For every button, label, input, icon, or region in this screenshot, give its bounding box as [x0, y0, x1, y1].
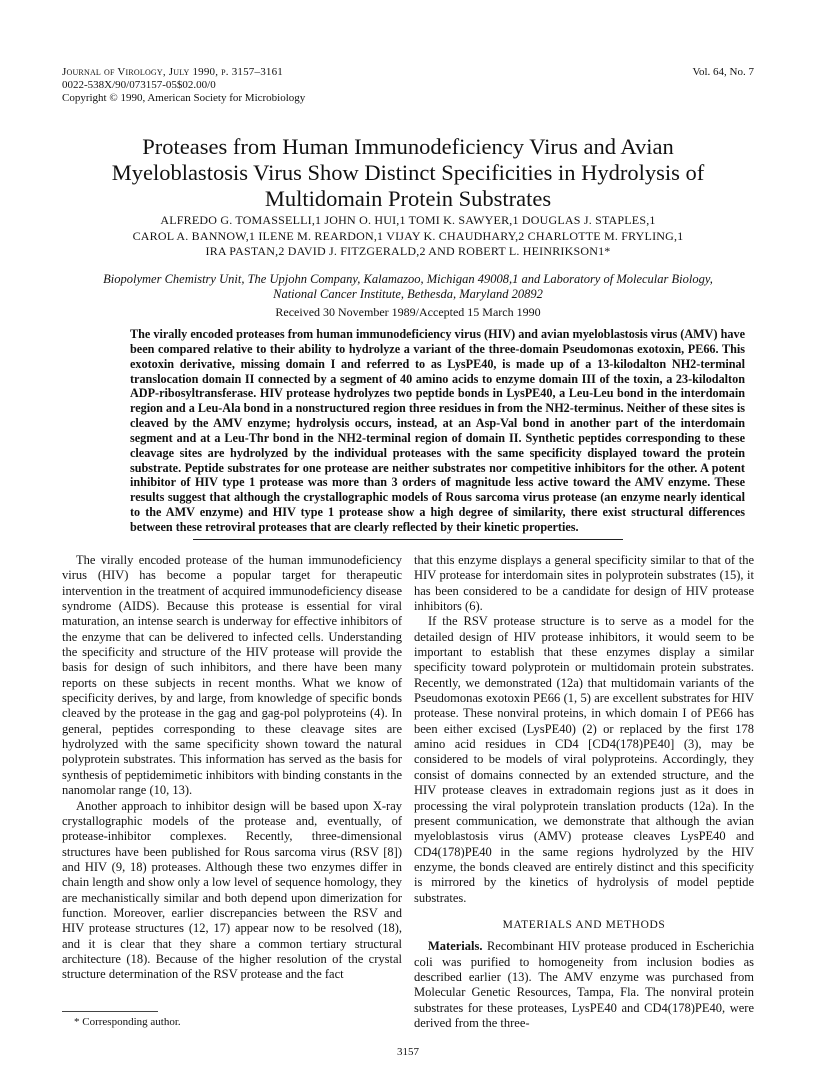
body-paragraph	[414, 939, 754, 1031]
body-paragraph: that this enzyme displays a general specificity similar to that of the HIV protease for interdomain sites in polyprotein substrates (15), it has been considered to be a candidate for design of HIV protease inhibitors (6).	[414, 553, 754, 614]
abstract: The virally encoded proteases from human immunodeficiency virus (HIV) and avian myeloblastosis virus (AMV) have been compared relative to their ability to hydrolyze a variant of the three-domain Pseudomonas exotoxin, PE66. This exotoxin derivative, missing domain I and referred to as LysPE40, is made up of a 13-kilodalton NH2-terminal translocation domain II connected by a segment of 40 amino acids to enzyme domain III of the toxin, a 23-kilodalton ADP-ribosyltransferase. HIV protease hydrolyzes two peptide bonds in LysPE40, a Leu-Leu bond in the interdomain region and a Leu-Ala bond in a nonstructured region three residues in from the NH2-terminus. Neither of these sites is cleaved by the AMV enzyme; hydrolysis occurs, instead, at an Asp-Val bond in another part of the interdomain segment and at a Leu-Thr bond in the NH2-terminal region of domain II. Synthetic peptides corresponding to these cleavage sites are hydrolyzed by the individual proteases with the same specificity displayed toward the protein substrate. Peptide substrates for one protease are neither substrates nor competitive inhibitors for the other. A potent inhibitor of HIV type 1 protease was more than 3 orders of magnitude less active toward the AMV enzyme. These results suggest that although the crystallographic models of Rous sarcoma virus protease (an enzyme nearly identical to the AMV enzyme) and HIV type 1 protease show a high degree of similarity, there exist structural differences between these retroviral proteases that are clearly reflected by their kinetic properties.	[130, 327, 745, 534]
body-paragraph: The virally encoded protease of the human immunodeficiency virus (HIV) has become a popular target for therapeutic intervention in the treatment of acquired immunodeficiency disease syndrome (AIDS). Because this protease is essential for viral maturation, an intense search is underway for effective inhibitors of the enzyme that can be delivered to infected cells. Understanding the specificity and structure of the HIV protease will provide the basis for design of such inhibitors, and there have been many reports on these subjects in recent months. What we know of specificity derives, by and large, from knowledge of specific bonds cleaved by the protease in the gag and gag-pol polyproteins (4). In general, peptides corresponding to these cleavage sites are hydrolyzed with the same specificity shown toward the natural polyprotein substrates. This information has served as the basis for synthesis of peptidemimetic inhibitors with binding constants in the nanomolar range (10, 13).	[62, 553, 402, 798]
body-paragraph: If the RSV protease structure is to serve as a model for the detailed design of HIV protease inhibitors, it would seem to be important to establish that these enzymes display a similar specificity toward polyprotein or multidomain protein substrates. Recently, we demonstrated (12a) that multidomain variants of the Pseudomonas exotoxin PE66 (1, 5) are excellent substrates for HIV protease. These nonviral proteins, in which domain I of PE66 has been either excised (LysPE40) (2) or replaced by the first 178 amino acid residues in CD4 [CD4(178)PE40] (3), may be considered to be models of viral polyproteins. Accordingly, they consist of domains connected by an extended structure, and the HIV protease cleaves in extradomain regions just as it does in processing the viral polyprotein translation products (12a). In the present communication, we demonstrate that although the avian myeloblastosis virus (AMV) protease cleaves LysPE40 and CD4(178)PE40 in the same regions hydrolyzed by the HIV enzyme, the bonds cleaved are entirely distinct and this specificity is mirrored by the kinetics of hydrolysis of model peptide substrates.	[414, 614, 754, 905]
footnote-divider	[62, 1011, 158, 1012]
author-line: ALFREDO G. TOMASSELLI,1 JOHN O. HUI,1 TOMI K. SAWYER,1 DOUGLAS J. STAPLES,1	[160, 213, 656, 227]
journal-issn: 0022-538X/90/073157-05$02.00/0	[62, 79, 216, 91]
author-list	[70, 213, 746, 260]
journal-citation: Journal of Virology, July 1990, p. 3157–3161	[62, 66, 284, 78]
article-title: Proteases from Human Immunodeficiency Virus and Avian Myeloblastosis Virus Show Distinct Specificities in Hydrolysis of Multidomain Protein Substrates	[111, 134, 705, 211]
journal-header	[62, 66, 305, 105]
journal-volume: Vol. 64, No. 7	[692, 66, 754, 78]
affiliation-line: Biopolymer Chemistry Unit, The Upjohn Company, Kalamazoo, Michigan 49008,1 and Laboratory of Molecular Biology,	[103, 272, 713, 286]
runin-heading: Materials.	[428, 939, 483, 954]
affiliation-line: National Cancer Institute, Bethesda, Maryland 20892	[273, 287, 543, 301]
abstract-divider	[193, 539, 623, 540]
footnote: * Corresponding author.	[74, 1016, 181, 1028]
page-number: 3157	[397, 1046, 419, 1058]
journal-copyright: Copyright © 1990, American Society for Microbiology	[62, 92, 306, 104]
received-dates: Received 30 November 1989/Accepted 15 March 1990	[275, 305, 541, 319]
paragraph-text: Recombinant HIV protease produced in Escherichia coli was purified to homogeneity from inclusion bodies as described earlier (13). The AMV enzyme was purchased from Molecular Genetic Resources, Tampa, Fla. The nonviral protein substrates for these proteases, LysPE40 and CD4(178)PE40, were derived from the three-	[414, 939, 754, 1030]
affiliations	[40, 272, 776, 302]
section-heading: MATERIALS AND METHODS	[502, 918, 666, 931]
body-paragraph: Another approach to inhibitor design will be based upon X-ray crystallographic models of the protease and, eventually, of protease-inhibitor complexes. Recently, three-dimensional structures have been published for Rous sarcoma virus (RSV [8]) and HIV (9, 18) proteases. Although these two enzymes differ in chain length and show only a low level of sequence homology, they are mechanistically similar and both depend upon dimerization for function. Moreover, earlier discrepancies between the RSV and HIV protease structures (12, 17) appear now to be resolved (18), and it is clear that they share a common tertiary structural architecture (18). Because of the higher resolution of the crystal structure determination of the RSV protease and the fact	[62, 798, 402, 982]
author-line: IRA PASTAN,2 DAVID J. FITZGERALD,2 AND ROBERT L. HEINRIKSON1*	[205, 244, 611, 258]
right-column	[414, 553, 754, 1031]
author-line: CAROL A. BANNOW,1 ILENE M. REARDON,1 VIJAY K. CHAUDHARY,2 CHARLOTTE M. FRYLING,1	[132, 228, 684, 243]
left-column	[62, 553, 402, 983]
